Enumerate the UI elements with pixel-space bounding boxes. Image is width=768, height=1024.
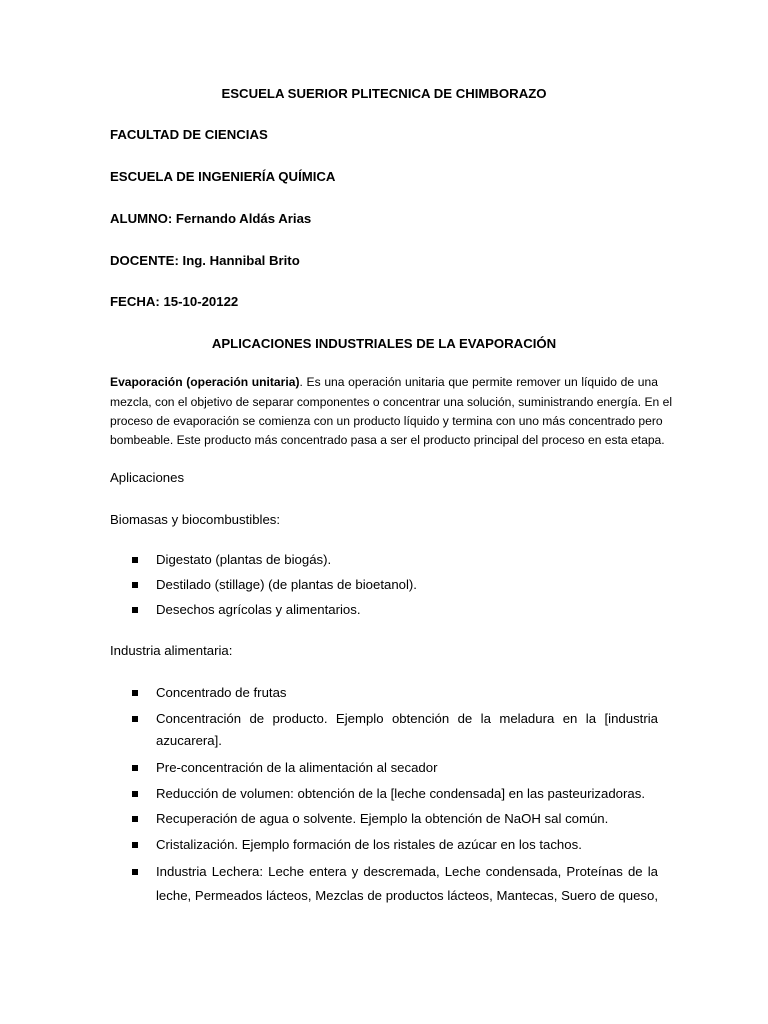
food-item-6: Cristalización. Ejemplo formación de los ristales de azúcar en los tachos. (156, 837, 582, 852)
food-item-7-line-2: leche, Permeados lácteos, Mezclas de productos lácteos, Mantecas, Suero de queso, (156, 888, 658, 903)
document-title: APLICACIONES INDUSTRIALES DE LA EVAPORACIÓN (211, 336, 557, 351)
intro-line-4: bombeable. Este producto más concentrado pasa a ser el producto principal del proceso en esta etapa. (110, 433, 665, 447)
bullet-icon (132, 582, 138, 588)
biomass-item-1: Digestato (plantas de biogás). (156, 552, 332, 567)
date-line: FECHA: 15-10-20122 (110, 294, 239, 309)
bullet-icon (132, 842, 138, 848)
bullet-icon (132, 690, 138, 696)
food-item-4: Reducción de volumen: obtención de la [leche condensada] en las pasteurizadoras. (156, 786, 645, 801)
biomass-item-3: Desechos agrícolas y alimentarios. (156, 602, 361, 617)
intro-line-1-rest: . Es una operación unitaria que permite remover un líquido de una (299, 375, 658, 389)
bullet-icon (132, 791, 138, 797)
bullet-icon (132, 765, 138, 771)
applications-heading: Aplicaciones (110, 470, 185, 485)
bullet-icon (132, 716, 138, 722)
student-line: ALUMNO: Fernando Aldás Arias (110, 211, 312, 226)
bullet-icon (132, 557, 138, 563)
food-item-3: Pre-concentración de la alimentación al secador (156, 760, 438, 775)
food-item-2-line-1: Concentración de producto. Ejemplo obtención de la meladura en la [industria (156, 711, 658, 726)
food-heading: Industria alimentaria: (110, 643, 233, 658)
school-name: ESCUELA SUERIOR PLITECNICA DE CHIMBORAZO (221, 86, 547, 101)
teacher-line: DOCENTE: Ing. Hannibal Brito (110, 253, 300, 268)
intro-line-3: proceso de evaporación se comienza con un producto líquido y termina con uno más concentrado pero (110, 414, 663, 428)
department-line: ESCUELA DE INGENIERÍA QUÍMICA (110, 169, 336, 184)
biomass-heading: Biomasas y biocombustibles: (110, 512, 281, 527)
bullet-icon (132, 816, 138, 822)
intro-line-2: mezcla, con el objetivo de separar componentes o concentrar una solución, suministrando energía. En el (110, 395, 673, 409)
food-item-2-line-2: azucarera]. (156, 733, 222, 748)
intro-line-1 (110, 375, 658, 389)
bullet-icon (132, 869, 138, 875)
intro-term: Evaporación (operación unitaria) (110, 375, 300, 389)
faculty-line: FACULTAD DE CIENCIAS (110, 127, 268, 142)
biomass-item-2: Destilado (stillage) (de plantas de bioetanol). (156, 577, 417, 592)
food-item-7-line-1: Industria Lechera: Leche entera y descremada, Leche condensada, Proteínas de la (156, 864, 658, 879)
food-item-5: Recuperación de agua o solvente. Ejemplo la obtención de NaOH sal común. (156, 811, 609, 826)
food-item-1: Concentrado de frutas (156, 685, 287, 700)
bullet-icon (132, 607, 138, 613)
